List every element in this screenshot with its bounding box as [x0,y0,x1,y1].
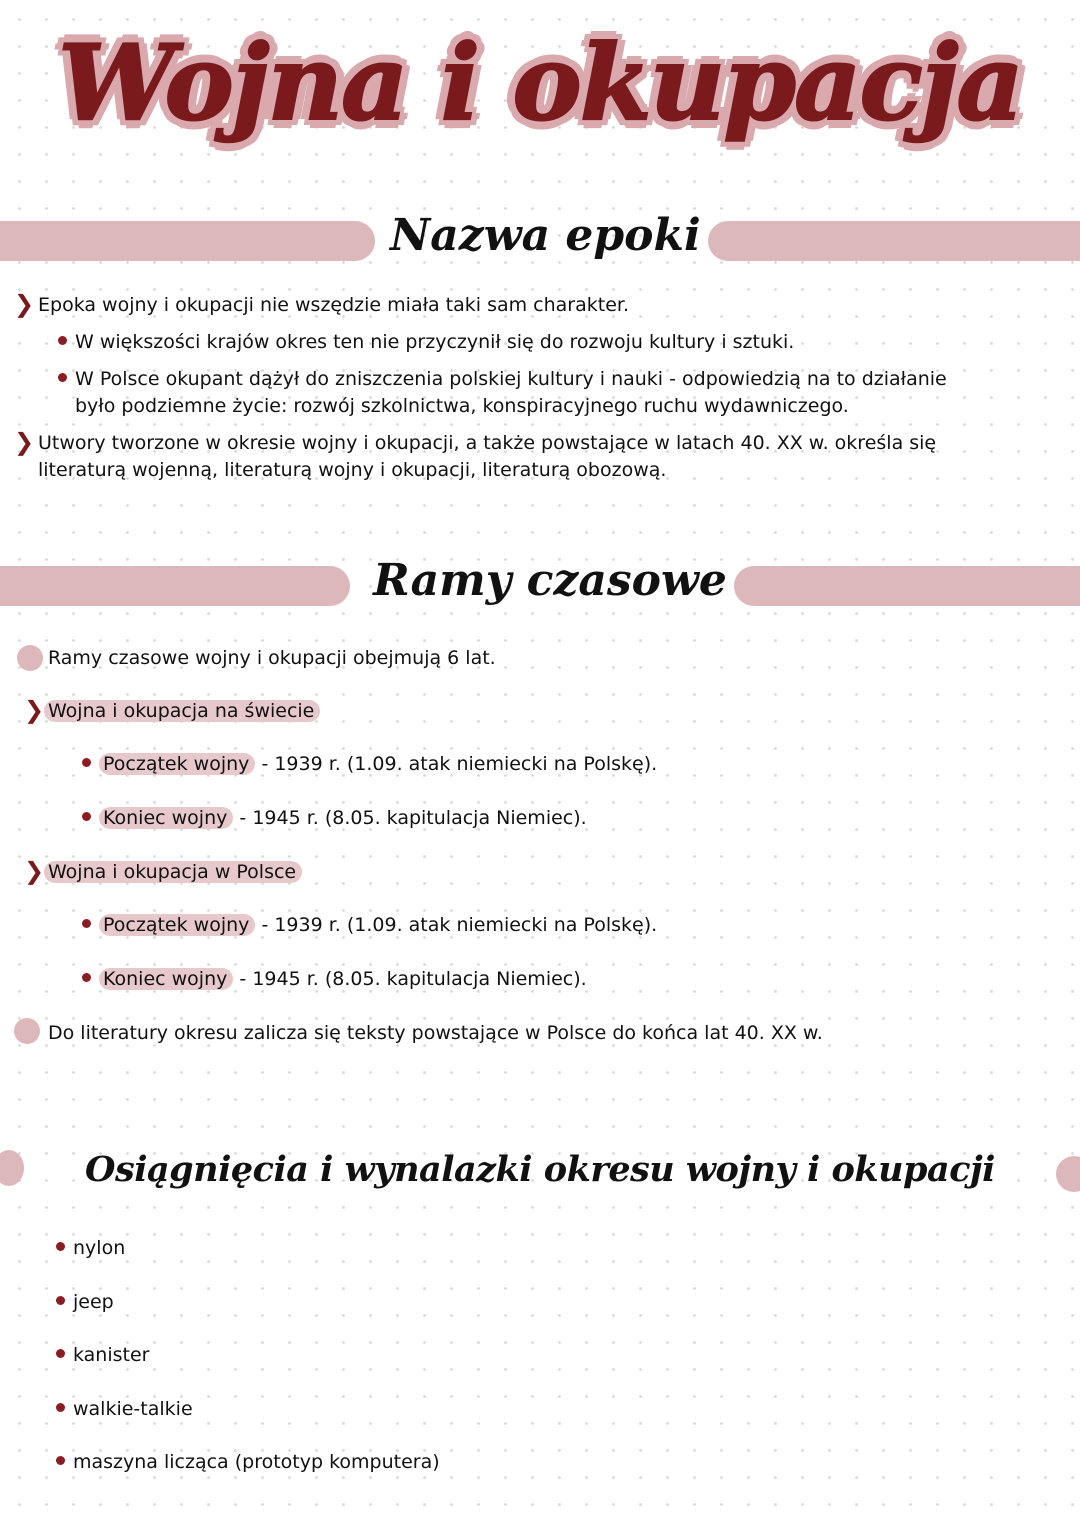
section-divider-right [734,566,1080,606]
chevron-right-icon: ❯ [24,857,45,885]
chevron-right-icon: ❯ [14,428,35,456]
bullet-item [82,966,587,992]
highlight-label: Początek wojny [99,914,255,936]
list-item-text: walkie-talkie [73,1397,193,1420]
circle-bullet-icon [14,1018,40,1044]
highlight-label: Koniec wojny [99,807,233,829]
highlight-label: Wojna i okupacja na świecie [44,700,320,722]
bullet-dot-icon [56,1296,65,1305]
bullet-text: - 1939 r. (1.09. atak niemiecki na Polskę). [261,914,658,936]
bullet-dot-icon [56,1403,65,1412]
section-divider-left [0,221,375,261]
list-item-text: kanister [73,1344,150,1366]
list-item [56,1342,149,1368]
bullet-item [58,366,947,392]
paragraph: Epoka wojny i okupacji nie wszędzie miała taki sam charakter. [38,294,630,316]
page-title: Wojna i okupacja [58,21,1022,144]
bullet-dot-icon [56,1349,65,1358]
section-heading-nazwa-epoki: Nazwa epoki [390,210,701,261]
list-item [56,1396,193,1422]
bullet-text: W większości krajów okres ten nie przyczynił się do rozwoju kultury i sztuki. [75,331,795,353]
section-heading-ramy-czasowe: Ramy czasowe [373,555,727,606]
bullet-dot-icon [56,1242,65,1251]
paragraph: Utwory tworzone w okresie wojny i okupacji, a także powstające w latach 40. XX w. określa się [38,432,937,454]
list-item [56,1289,114,1315]
bullet-dot-icon [82,758,91,767]
bullet-text: - 1945 r. (8.05. kapitulacja Niemiec). [239,968,587,990]
bullet-dot-icon [82,812,91,821]
bullet-dot-icon [58,336,67,345]
chevron-right-icon: ❯ [14,290,35,318]
bullet-dot-icon [82,919,91,928]
chevron-right-icon: ❯ [24,696,45,724]
bullet-item [82,805,587,831]
section-dot-left [0,1150,24,1186]
bullet-item [58,329,794,355]
section-dot-right [1056,1156,1080,1192]
bullet-dot-icon [56,1456,65,1465]
circle-bullet-icon [17,645,43,671]
section-heading-osiagniecia: Osiągnięcia i wynalazki okresu wojny i okupacji [85,1149,995,1190]
paragraph-continued: literaturą wojenną, literaturą wojny i okupacji, literaturą obozową. [38,459,667,481]
bullet-text: W Polsce okupant dążył do zniszczenia polskiej kultury i nauki - odpowiedzią na to działanie [75,368,947,390]
bullet-text-continued: było podziemne życie: rozwój szkolnictwa, konspiracyjnego ruchu wydawniczego. [75,395,849,417]
highlight-label: Koniec wojny [99,968,233,990]
section-divider-right [708,221,1080,261]
bullet-text: - 1945 r. (8.05. kapitulacja Niemiec). [239,807,587,829]
list-item-text: nylon [73,1237,126,1259]
highlight-label: Wojna i okupacja w Polsce [44,861,302,883]
bullet-item [82,751,657,777]
bullet-dot-icon [82,973,91,982]
list-item-text: jeep [73,1290,114,1313]
bullet-text: - 1939 r. (1.09. atak niemiecki na Polskę). [261,753,658,775]
section-divider-left [0,566,350,606]
bullet-item [82,912,657,938]
bullet-dot-icon [58,373,67,382]
list-item [56,1235,125,1261]
subheading-world [44,698,320,724]
list-item [56,1449,440,1475]
highlight-label: Początek wojny [99,753,255,775]
list-item-text: maszyna licząca (prototyp komputera) [73,1451,440,1473]
paragraph: Ramy czasowe wojny i okupacji obejmują 6 lat. [48,647,496,669]
subheading-poland [44,859,302,885]
paragraph: Do literatury okresu zalicza się teksty powstające w Polsce do końca lat 40. XX w. [48,1022,823,1044]
